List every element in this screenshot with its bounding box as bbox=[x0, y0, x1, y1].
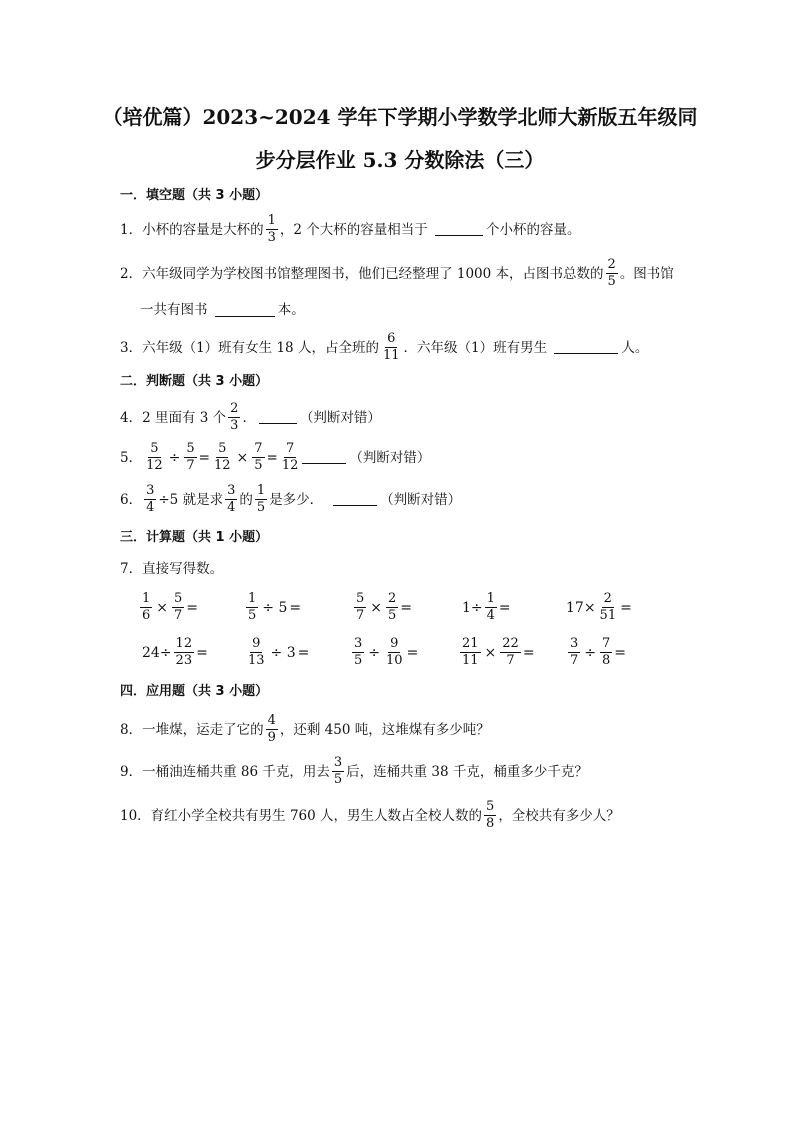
question-7: 7．直接写得数。 bbox=[120, 561, 224, 577]
q3-text-post: ．六年级（1）班有男生 bbox=[403, 339, 552, 356]
q3-text: 3．六年级（1）班有女生 18 人，占全班的 bbox=[120, 339, 379, 356]
q5-fraction-4: $\frac{7}{5}$ bbox=[254, 441, 263, 473]
page-title-line1: （培优篇）2023~2024 学年下学期小学数学北师大新版五年级同 bbox=[102, 105, 698, 129]
q8-fraction: $\frac{4}{9}$ bbox=[267, 713, 276, 745]
question-2-line2 bbox=[140, 300, 305, 320]
q5-answer-blank[interactable] bbox=[302, 451, 346, 464]
q4-tail: （判断对错） bbox=[299, 409, 381, 426]
calc-r2-1: 24÷ $\frac{12}{23}$ = bbox=[142, 636, 208, 668]
calc-r1-2: $\frac{1}{5}$ ÷ 5 = bbox=[248, 591, 302, 623]
q5-equals-2: = bbox=[266, 449, 278, 466]
q5-fraction-2: $\frac{5}{7}$ bbox=[186, 441, 195, 473]
q9-text-post: 后，连桶共重 38 千克，桶重多少千克？ bbox=[346, 763, 588, 780]
q4-text: 4．2 里面有 3 个 bbox=[120, 409, 227, 426]
q1-tail: 个小杯的容量。 bbox=[486, 221, 581, 238]
q1-text: 1．小杯的容量是大杯的 bbox=[120, 221, 264, 238]
q1-answer-blank[interactable] bbox=[435, 223, 483, 236]
question-5 bbox=[120, 442, 430, 473]
calc-r1-5: 17× $\frac{2}{51}$ = bbox=[566, 591, 632, 623]
q10-text: 10．育红小学全校共有男生 760 人，男生人数占全校人数的 bbox=[120, 807, 483, 824]
calc-r2-3: $\frac{3}{5}$ ÷ $\frac{9}{10}$ = bbox=[354, 636, 419, 668]
q2-answer-blank[interactable] bbox=[215, 304, 275, 317]
q5-tail: （判断对错） bbox=[349, 449, 431, 466]
section-heading-calc: 三．计算题（共 1 小题） bbox=[120, 530, 269, 545]
question-1 bbox=[120, 214, 581, 245]
q3-answer-blank[interactable] bbox=[554, 341, 618, 354]
q5-fraction-3: $\frac{5}{12}$ bbox=[213, 441, 231, 473]
q6-fraction-2: $\frac{3}{4}$ bbox=[227, 483, 236, 515]
q6-fraction-3: $\frac{1}{5}$ bbox=[256, 483, 266, 515]
q4-fraction: $\frac{2}{3}$ bbox=[230, 401, 239, 433]
question-3 bbox=[120, 332, 648, 363]
question-4 bbox=[120, 402, 381, 433]
calc-r1-1: $\frac{1}{6}$ × $\frac{5}{7}$ = bbox=[142, 591, 199, 623]
q2-line2-text: 一共有图书 bbox=[140, 302, 212, 318]
q5-fraction-1: $\frac{5}{12}$ bbox=[146, 441, 163, 473]
q2-fraction: $\frac{2}{5}$ bbox=[607, 257, 616, 289]
q5-equals-1: = bbox=[198, 449, 210, 466]
q6-number: 6． bbox=[120, 491, 143, 508]
q3-fraction: $\frac{6}{11}$ bbox=[382, 331, 400, 363]
q9-text: 9．一桶油连桶共重 86 千克，用去 bbox=[120, 763, 330, 780]
q10-text-post: ，全校共有多少人？ bbox=[498, 807, 620, 824]
question-8 bbox=[120, 714, 490, 745]
calc-r1-3: $\frac{5}{7}$ × $\frac{2}{5}$ = bbox=[356, 591, 413, 623]
q6-text-2: 的 bbox=[239, 491, 253, 508]
q6-text-3: 是多少． bbox=[269, 491, 324, 508]
question-9 bbox=[120, 756, 588, 787]
q4-answer-blank[interactable] bbox=[259, 411, 297, 424]
q1-text-post: ，2 个大杯的容量相当于 bbox=[279, 221, 433, 238]
section-heading-judge: 二．判断题（共 3 小题） bbox=[120, 374, 269, 389]
q3-tail: 人。 bbox=[621, 339, 649, 356]
q10-fraction: $\frac{5}{8}$ bbox=[486, 799, 495, 831]
q8-text: 8．一堆煤，运走了它的 bbox=[120, 721, 264, 738]
q5-divide-sign: ÷ bbox=[168, 449, 181, 466]
q6-text-1: ÷5 就是求 bbox=[158, 491, 224, 508]
q2-text-post: 。图书馆 bbox=[619, 265, 674, 282]
q4-text-post: ． bbox=[242, 409, 256, 426]
q9-fraction: $\frac{3}{5}$ bbox=[333, 755, 343, 787]
section-heading-fill: 一．填空题（共 3 小题） bbox=[120, 188, 269, 203]
question-2 bbox=[120, 258, 674, 289]
question-10 bbox=[120, 800, 620, 831]
q8-text-post: ，还剩 450 吨，这堆煤有多少吨？ bbox=[279, 721, 490, 738]
calc-r2-4: $\frac{21}{11}$ × $\frac{22}{7}$ = bbox=[462, 636, 535, 668]
q5-multiply-sign: × bbox=[236, 449, 249, 466]
q6-fraction-1: $\frac{3}{4}$ bbox=[146, 483, 155, 515]
page-title-line2: 步分层作业 5.3 分数除法（三） bbox=[255, 148, 545, 172]
q6-answer-blank[interactable] bbox=[333, 493, 377, 506]
calc-r2-2: $\frac{9}{13}$ ÷ 3 = bbox=[248, 636, 310, 668]
section-heading-apply: 四．应用题（共 3 小题） bbox=[120, 684, 269, 699]
q2-tail: 本。 bbox=[277, 302, 305, 318]
q5-number: 5． bbox=[120, 449, 143, 466]
q2-text: 2．六年级同学为学校图书馆整理图书，他们已经整理了 1000 本，占图书总数的 bbox=[120, 265, 604, 282]
calc-r2-5: $\frac{3}{7}$ ÷ $\frac{7}{8}$ = bbox=[570, 636, 627, 668]
calc-r1-4: 1÷ $\frac{1}{4}$ = bbox=[462, 591, 511, 623]
q6-tail: （判断对错） bbox=[380, 491, 462, 508]
question-6 bbox=[120, 484, 461, 515]
q1-fraction: $\frac{1}{3}$ bbox=[267, 213, 276, 245]
q5-fraction-5: $\frac{7}{12}$ bbox=[281, 441, 299, 473]
